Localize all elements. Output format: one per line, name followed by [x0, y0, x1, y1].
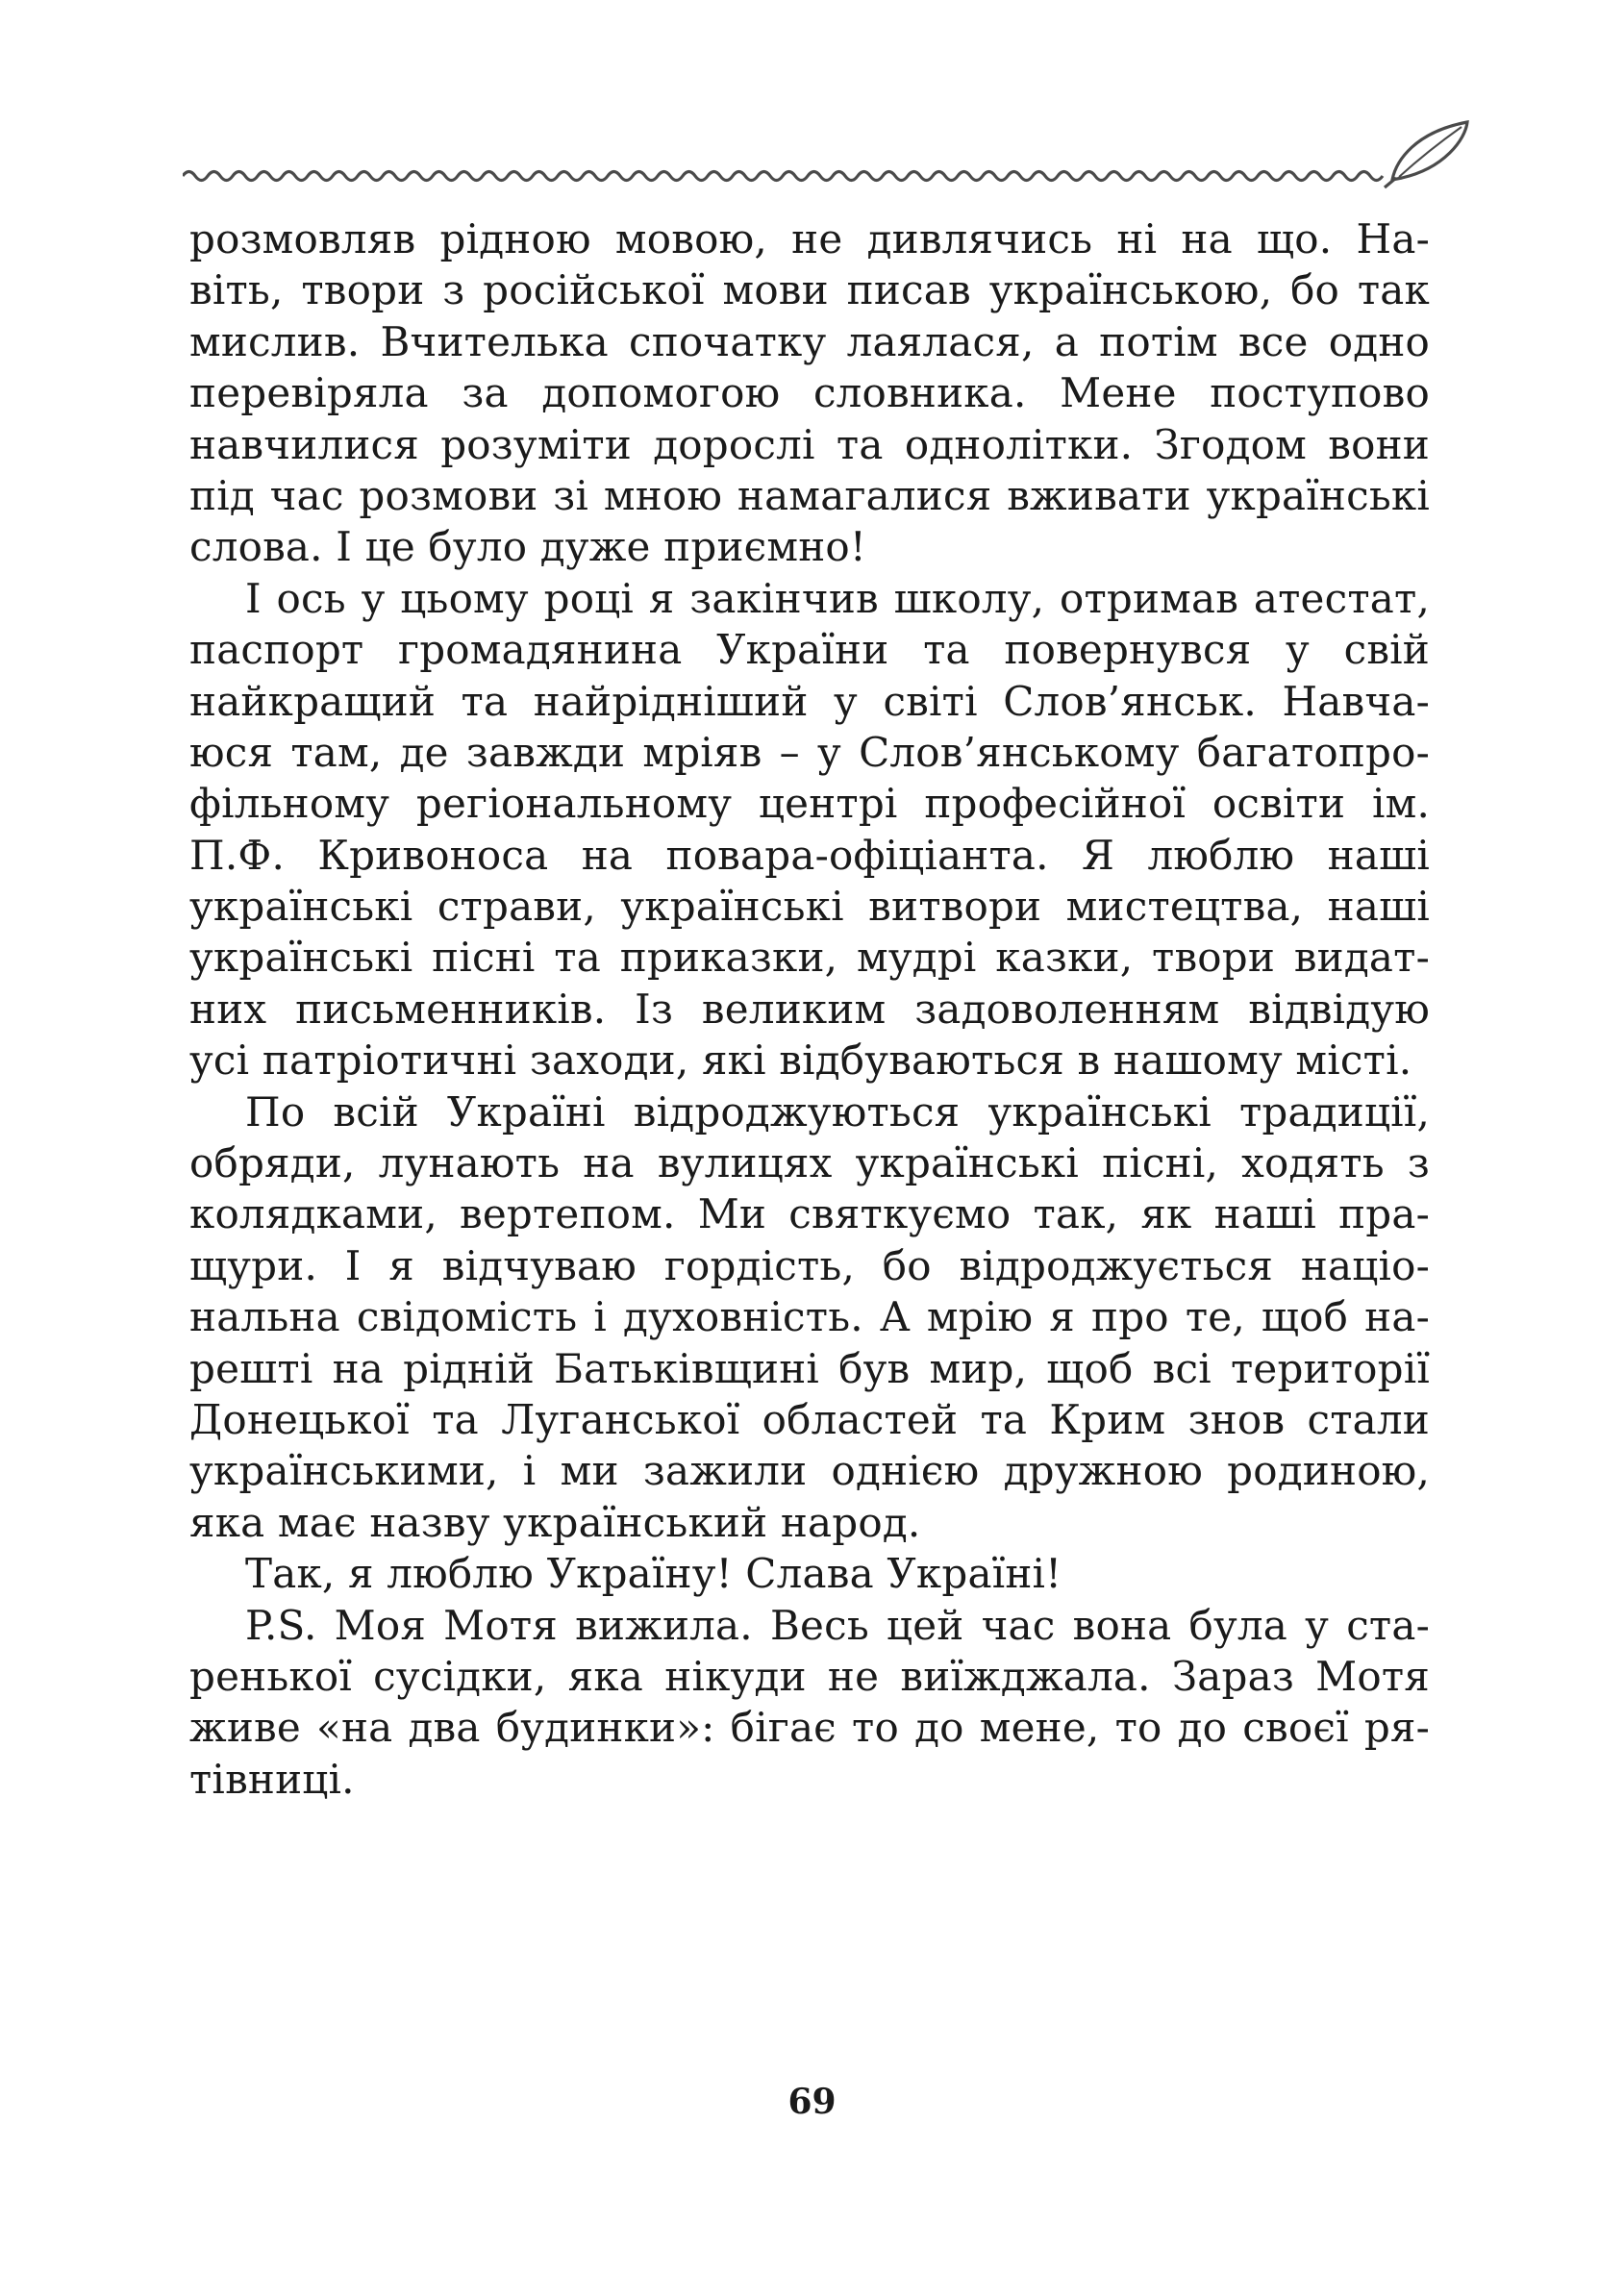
body-text — [189, 213, 1430, 1805]
text-line: обряди, лунають на вулицях українські пісні, ходять з — [189, 1139, 1430, 1187]
text-line: слова. І це було дуже приємно! — [189, 523, 866, 571]
text-line: фільному регіональному центрі професійної освіти ім. — [189, 780, 1430, 828]
header-wave-quill-ornament — [183, 111, 1490, 197]
text-line: найкращий та найрідніший у світі Слов’янськ. Навча- — [189, 677, 1430, 725]
text-line: навчилися розуміти дорослі та однолітки. Згодом вони — [189, 420, 1430, 468]
text-line: юся там, де завжди мріяв – у Слов’янському багатопро- — [189, 728, 1430, 776]
text-line: усі патріотичні заходи, які відбуваються в нашому місті. — [189, 1036, 1412, 1085]
quill-icon — [1385, 122, 1467, 187]
text-line: нальна свідомість і духовність. А мрію я про те, щоб на- — [189, 1293, 1430, 1341]
text-line: них письменників. Із великим задоволенням відвідую — [189, 985, 1430, 1033]
text-line: П.Ф. Кривоноса на повара-офіціанта. Я люблю наші — [189, 831, 1430, 879]
text-line: P.S. Моя Мотя вижила. Весь цей час вона була у ста- — [245, 1601, 1430, 1649]
text-line: решті на рідній Батьківщині був мир, щоб всі території — [189, 1344, 1430, 1392]
text-line: українськими, і ми зажили однією дружною родиною, — [189, 1447, 1430, 1495]
text-line: тівниці. — [189, 1755, 355, 1803]
text-line: паспорт громадянина України та повернувся у свій — [189, 626, 1430, 674]
page-number: 69 — [787, 2082, 837, 2122]
text-line: щури. І я відчуваю гордість, бо відроджується націо- — [189, 1241, 1430, 1289]
text-line: українські пісні та приказки, мудрі казки, твори видат- — [189, 934, 1430, 982]
text-line: перевіряла за допомогою словника. Мене поступово — [189, 369, 1430, 417]
text-line: яка має назву український народ. — [189, 1498, 921, 1546]
text-line: українські страви, українські витвори мистецтва, наші — [189, 883, 1430, 931]
text-line: мислив. Вчителька спочатку лаялася, а потім все одно — [189, 317, 1430, 365]
text-line: І ось у цьому році я закінчив школу, отримав атестат, — [245, 574, 1430, 622]
text-line: розмовляв рідною мовою, не дивлячись ні на що. На- — [189, 215, 1430, 262]
text-line: ренької сусідки, яка нікуди не виїжджала. Зараз Мотя — [189, 1652, 1430, 1700]
text-line: живе «на два будинки»: бігає то до мене, то до своєї ря- — [189, 1704, 1430, 1752]
text-line: колядками, вертепом. Ми святкуємо так, як наші пра- — [189, 1190, 1430, 1238]
text-line: Так, я люблю Україну! Слава Україні! — [245, 1550, 1062, 1598]
wavy-rule — [183, 172, 1383, 181]
text-line: Донецької та Луганської областей та Крим знов стали — [189, 1395, 1430, 1443]
text-line: під час розмови зі мною намагалися вживати українські — [189, 471, 1430, 519]
text-line: віть, твори з російської мови писав українською, бо так — [189, 266, 1430, 314]
text-line: По всій Україні відроджуються українські традиції, — [245, 1087, 1430, 1136]
